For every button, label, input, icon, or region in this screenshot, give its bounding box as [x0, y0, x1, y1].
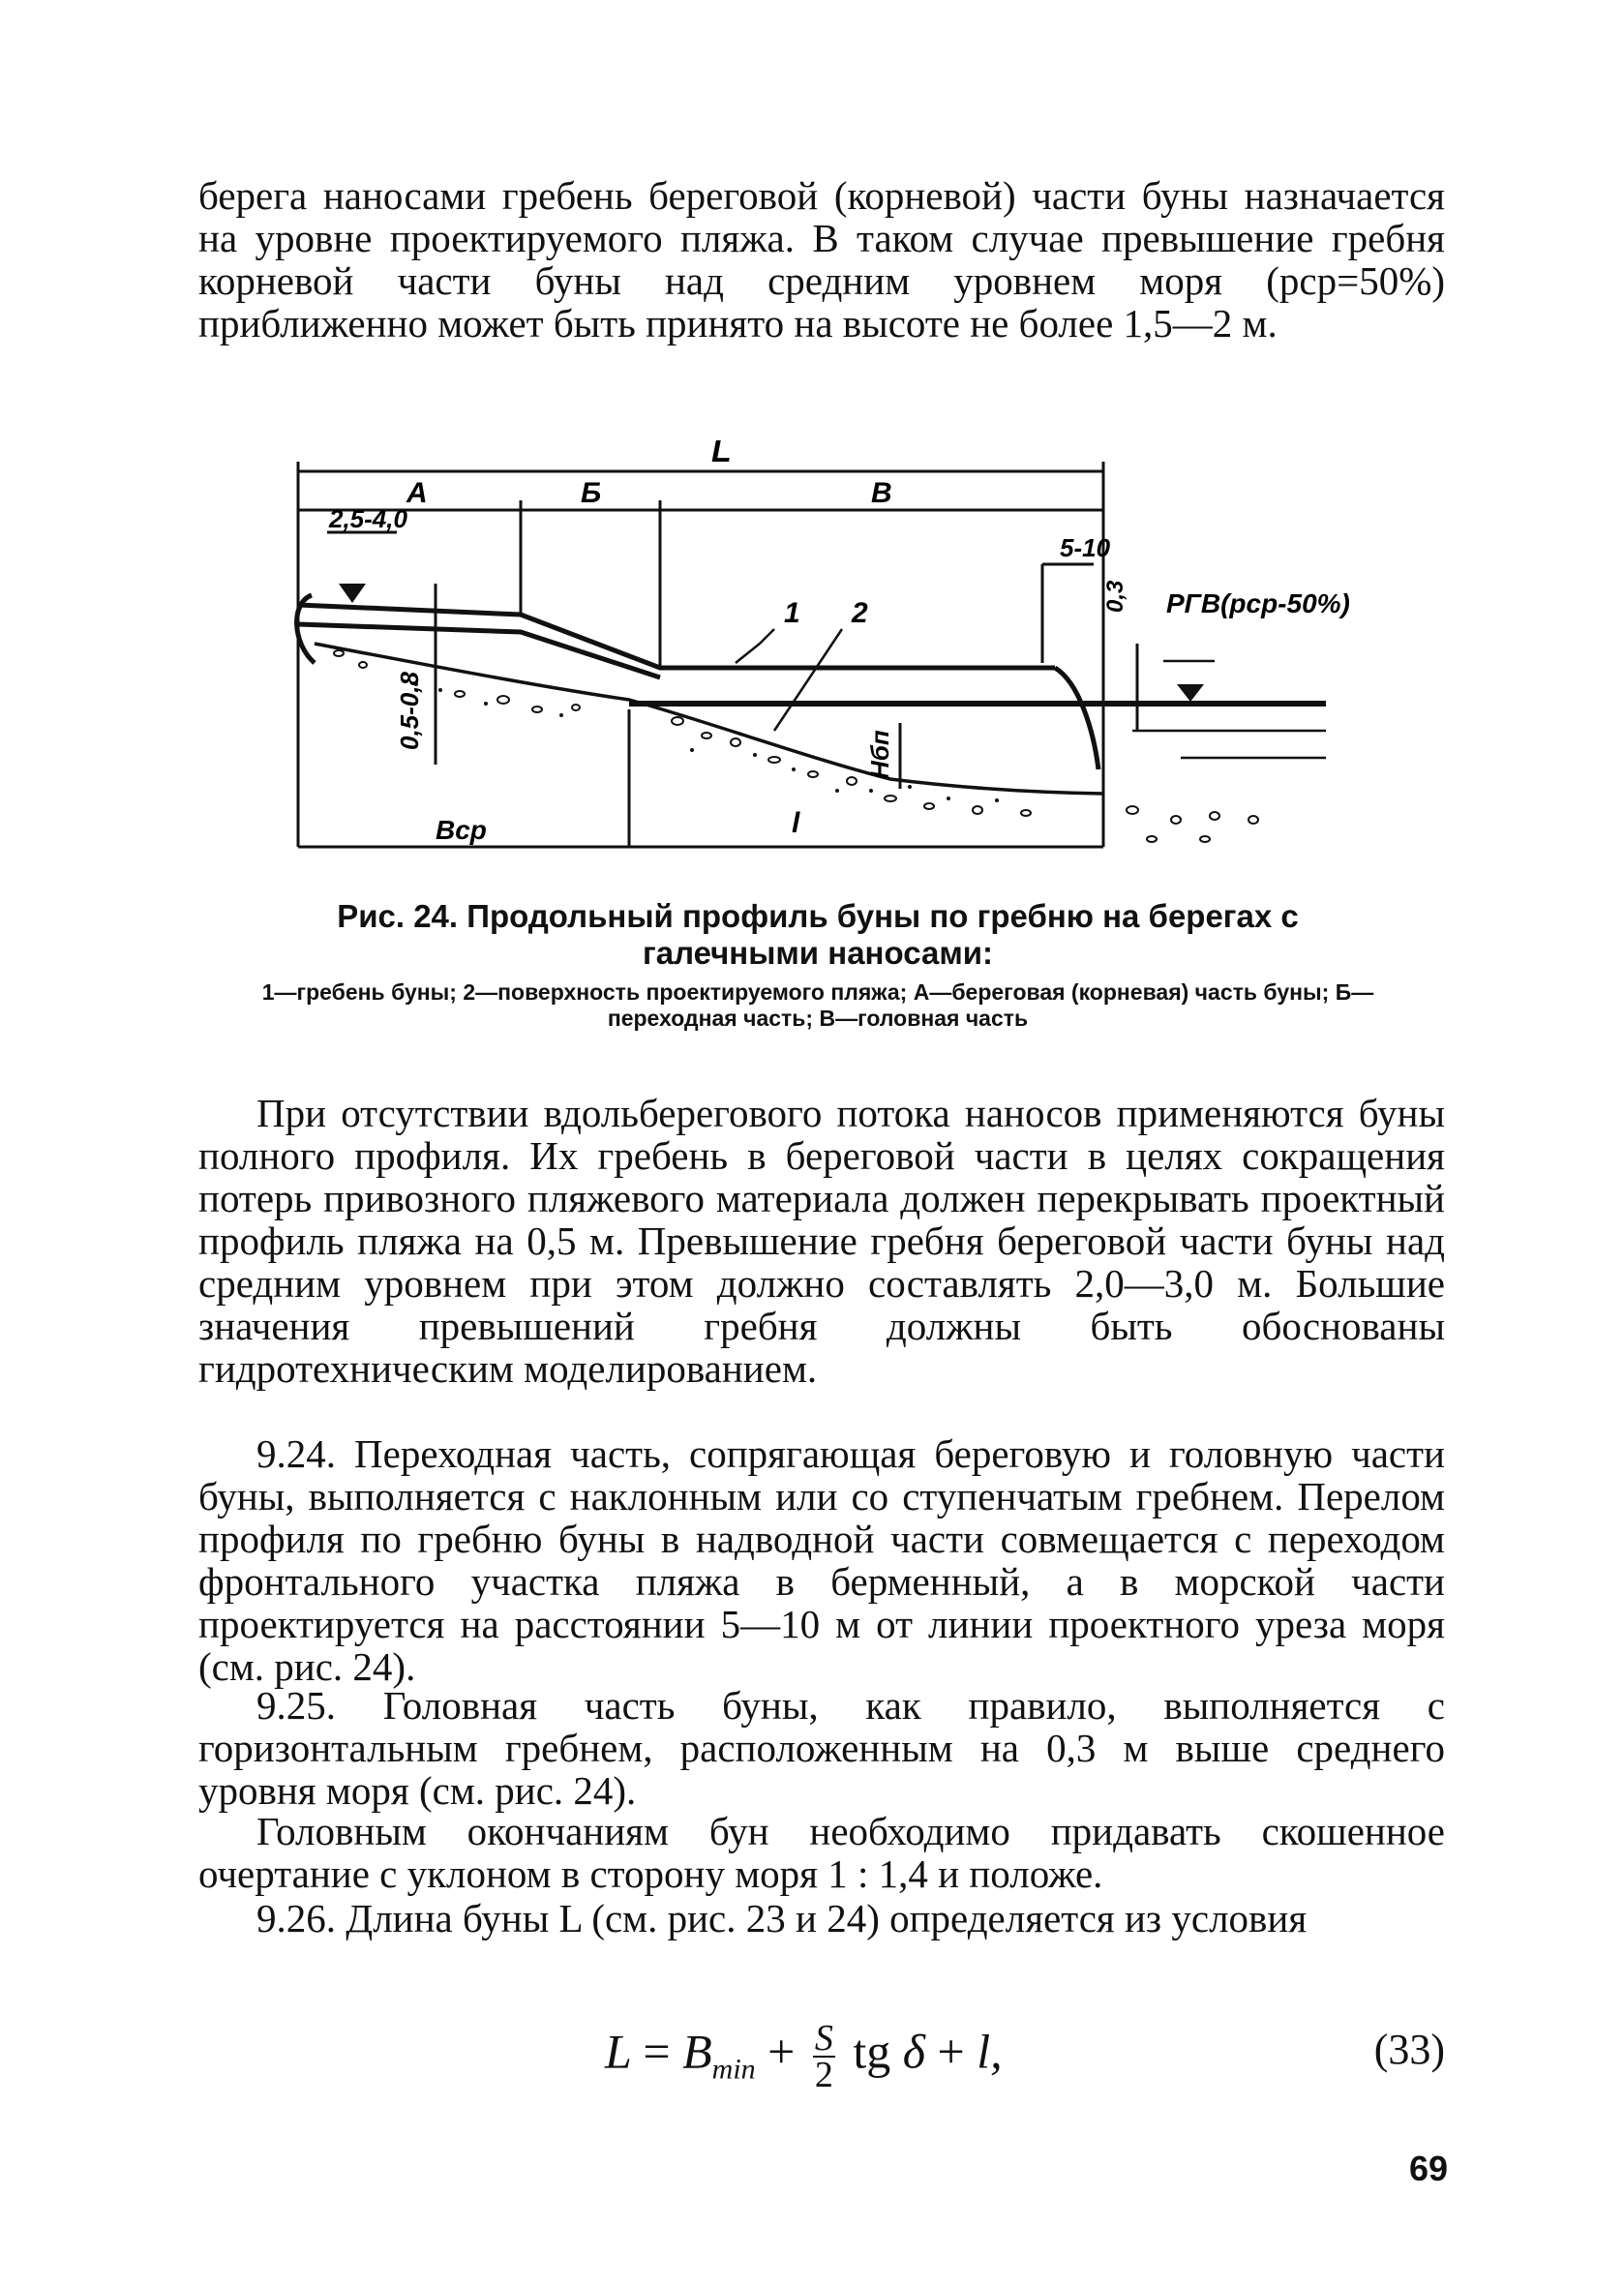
figure-caption-title: Рис. 24. Продольный профиль буны по гребню на берегах с галечными наносами: — [337, 898, 1299, 971]
paragraph-no-longshore-flow: При отсутствии вдольберегового потока наносов применяются буны полного профиля. Их гребень в береговой части в целях сокращения потерь привозного пляжевого материала должен перекрывать проектный профиль пляжа на 0,5 м. Превышение гребня береговой части буны над средним уровнем при этом должно составлять 2,0—3,0 м. Большие значения превышений гребня должны быть обоснованы гидротехническим моделированием. — [198, 1091, 1445, 1391]
label-2: 2 — [852, 597, 868, 629]
label-1: 1 — [784, 597, 800, 629]
label-V-head: В — [871, 477, 892, 509]
figure-groyne-profile — [271, 440, 1374, 876]
figure-caption-legend: 1—гребень буны; 2—поверхность проектируемого пляжа; А—береговая (корневая) часть буны; Б—переходная часть; В—головная часть — [261, 979, 1374, 1031]
label-rgv: РГВ(pср-50%) — [1166, 588, 1350, 618]
formula-frac-num: S — [814, 2018, 833, 2059]
water-lines — [1132, 731, 1326, 758]
label-L: L — [711, 440, 732, 469]
formula-expression — [605, 2018, 1003, 2098]
formula-tg: tg — [853, 2024, 891, 2079]
formula-lhs: L — [605, 2024, 631, 2079]
label-B-transition: Б — [581, 477, 602, 509]
equation-number: (33) — [1373, 2026, 1445, 2073]
formula-equals: = — [643, 2024, 671, 2079]
paragraph-9-24: 9.24. Переходная часть, сопрягающая береговую и головную части буны, выполняется с наклонным или со ступенчатым гребнем. Перелом профиля по гребню буны в надводной части совмещается с переходом фронтального участка пляжа в берменный, а в морской части проектируется на расстоянии 5—10 м от линии проектного уреза моря (см. рис. 24). — [198, 1431, 1445, 1689]
formula-delta: δ — [902, 2024, 926, 2079]
formula-plus-2: + — [937, 2024, 965, 2079]
formula-fraction — [813, 2018, 835, 2095]
paragraph-9-26: 9.26. Длина буны L (см. рис. 23 и 24) определяется из условия — [256, 1896, 1308, 1940]
label-dim-root: 2,5-4,0 — [329, 504, 407, 533]
formula-l: l, — [977, 2024, 1003, 2079]
label-A: А — [406, 477, 428, 509]
groyne-profile-diagram — [271, 440, 1374, 876]
sand-dots — [414, 682, 999, 802]
label-h: Hбп — [865, 730, 894, 779]
label-dim-0-3: 0,3 — [1102, 580, 1128, 613]
page-number: 69 — [1409, 2149, 1449, 2188]
paragraph-head-endings: Головным окончаниям бун необходимо придавать скошенное очертание с уклоном в сторону моря 1 : 1,4 и положе. — [198, 1809, 1445, 1896]
level-markers — [339, 584, 1204, 702]
formula-plus-1: + — [767, 2024, 796, 2079]
formula-frac-den: 2 — [814, 2055, 833, 2095]
label-l-small: l — [792, 807, 800, 839]
paragraph-9-25: 9.25. Головная часть буны, как правило, выполняется с горизонтальным гребнем, расположенным на 0,3 м выше среднего уровня моря (см. рис. 24). — [198, 1683, 1445, 1813]
label-dim-depth: 0,5-0,8 — [395, 672, 424, 750]
paragraph-intro: берега наносами гребень береговой (корневой) части буны назначается на уровне проектируемого пляжа. В таком случае превышение гребня корневой части буны над средним уровнем моря (pср=50%) приближенно может быть принято на высоте не более 1,5—2 м. — [198, 173, 1445, 346]
label-bcp: Bср — [436, 815, 487, 845]
leader-lines — [736, 629, 1215, 731]
formula-33 — [198, 2013, 1445, 2110]
label-dim-5-10: 5-10 — [1060, 533, 1111, 562]
formula-b-sub: min — [711, 2053, 756, 2086]
formula-b: B — [682, 2024, 712, 2079]
